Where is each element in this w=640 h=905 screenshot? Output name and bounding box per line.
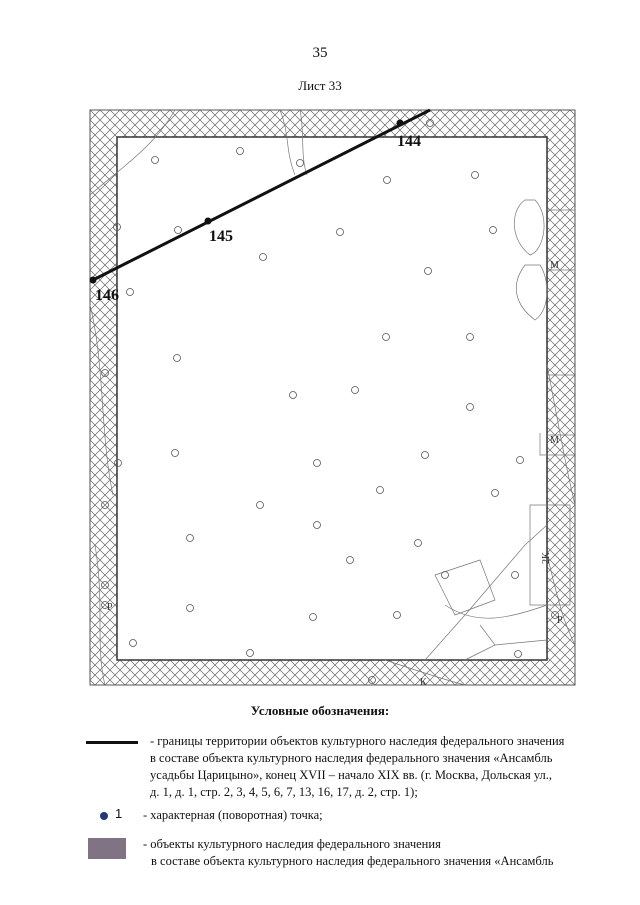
map-letter: М xyxy=(550,435,559,446)
tree-symbols xyxy=(102,120,559,684)
legend-line: - характерная (поворотная) точка; xyxy=(143,808,323,822)
point-label-146: 146 xyxy=(95,287,119,304)
hatched-frame xyxy=(90,110,575,685)
boundary-point-145 xyxy=(205,218,212,225)
boundary-point-144 xyxy=(397,120,404,127)
legend-line: - объекты культурного наследия федерального значения xyxy=(143,837,441,851)
sheet-label: Лист 33 xyxy=(298,78,342,93)
map-letter: 2К xyxy=(541,552,552,564)
point-swatch-number: 1 xyxy=(115,806,123,821)
legend-line: - границы территории объектов культурного наследия федерального значения xyxy=(150,734,565,748)
legend-boundary-text xyxy=(150,733,564,801)
legend-point-text xyxy=(143,807,323,824)
map-letter: Р xyxy=(557,615,563,626)
legend-line: усадьбы Царицыно», конец XVII – начало XIX вв. (г. Москва, Дольская ул., xyxy=(150,768,553,782)
boundary-point-146 xyxy=(90,277,97,284)
point-swatch xyxy=(100,812,108,820)
point-label-145: 145 xyxy=(209,228,233,245)
point-label-144: 144 xyxy=(397,133,421,150)
page-number: 35 xyxy=(312,45,328,61)
legend-line: в составе объекта культурного наследия федерального значения «Ансамбль xyxy=(150,751,553,765)
boundary-line-swatch xyxy=(86,741,138,744)
map-letter: М xyxy=(550,260,559,271)
legend-line: в составе объекта культурного наследия федерального значения «Ансамбль xyxy=(151,854,554,868)
map-letter: К xyxy=(420,677,427,688)
legend-line: д. 1, д. 1, стр. 2, 3, 4, 5, 6, 7, 13, 16, 17, д. 2, стр. 1); xyxy=(150,785,418,799)
legend-object-text xyxy=(143,836,553,870)
base-map-lines xyxy=(90,110,575,685)
inner-frame xyxy=(117,137,547,660)
legend-title: Условные обозначения: xyxy=(250,703,390,718)
map-sheet xyxy=(85,105,580,690)
heritage-object-swatch xyxy=(88,838,126,859)
map-letter: Р xyxy=(107,602,113,613)
